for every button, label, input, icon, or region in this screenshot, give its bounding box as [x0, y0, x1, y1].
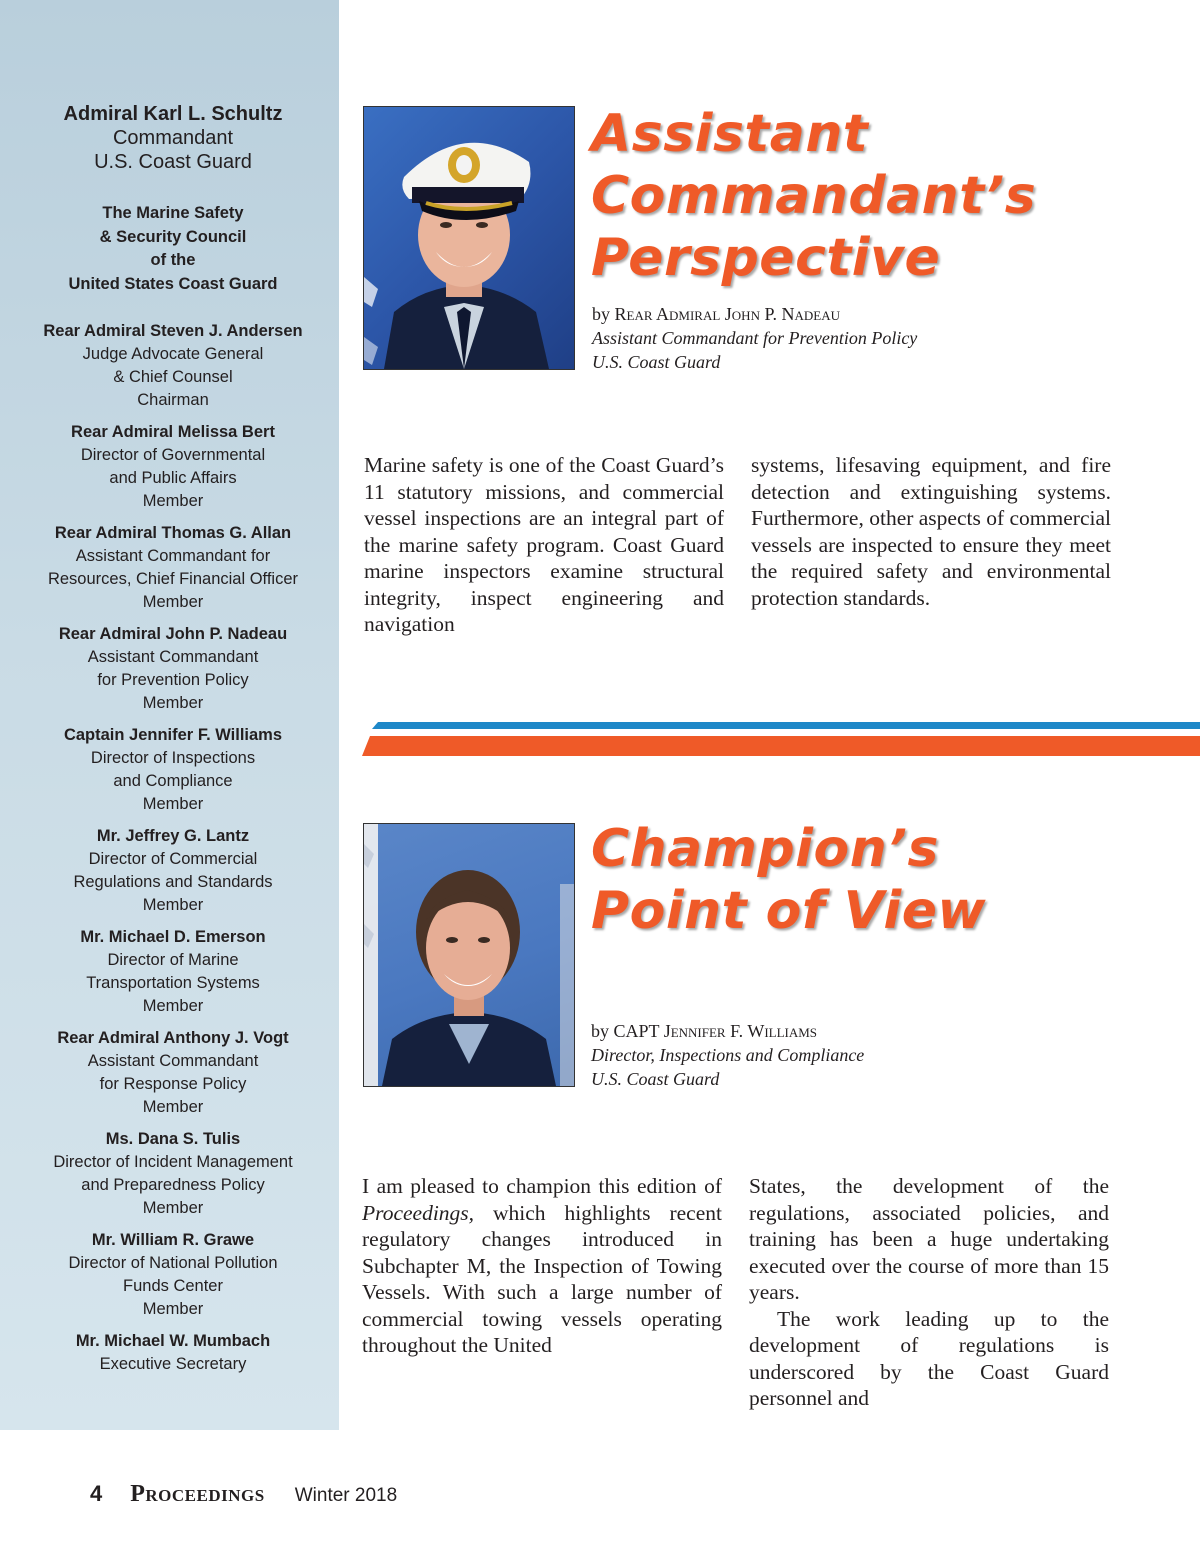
- council-member: [0, 320, 346, 412]
- article1-heading-line: Assistant: [591, 104, 869, 164]
- member-name: Mr. Jeffrey G. Lantz: [96, 827, 250, 845]
- article2-column-2: [749, 1173, 1109, 1412]
- commandant-title: Commandant: [112, 127, 234, 149]
- article2-paragraph: [362, 1173, 722, 1359]
- member-role-line: Director of Inspections: [90, 749, 256, 767]
- member-name: Rear Admiral Anthony J. Vogt: [57, 1029, 289, 1047]
- member-role-line: Director of National Pollution: [68, 1254, 278, 1272]
- council-member: [0, 1229, 346, 1321]
- commandant-name: Admiral Karl L. Schultz: [63, 103, 283, 125]
- member-role-line: Regulations and Standards: [73, 873, 273, 891]
- member-role-line: Resources, Chief Financial Officer: [47, 570, 299, 588]
- member-role-line: Assistant Commandant for: [75, 547, 271, 565]
- article1-author-org: U.S. Coast Guard: [592, 352, 721, 372]
- council-title: [0, 202, 346, 296]
- page-footer: [90, 1480, 397, 1510]
- member-role-line: for Prevention Policy: [97, 671, 249, 689]
- article1-column-2: [751, 452, 1111, 611]
- article2-author: Jennifer F. Williams: [663, 1021, 818, 1041]
- page-number: 4: [90, 1481, 103, 1506]
- member-role-line: Executive Secretary: [99, 1355, 247, 1373]
- member-role-line: Director of Commercial: [88, 850, 258, 868]
- article1-heading: [591, 103, 1036, 289]
- member-name: Mr. William R. Grawe: [91, 1231, 255, 1249]
- member-role-line: and Public Affairs: [109, 469, 237, 487]
- article2-byline: [591, 1019, 864, 1091]
- council-member-list: [0, 320, 346, 1385]
- council-line: & Security Council: [99, 227, 247, 246]
- council-member: [0, 825, 346, 917]
- byline-prefix: by: [592, 304, 615, 324]
- member-role-line: Assistant Commandant: [87, 1052, 259, 1070]
- council-line: The Marine Safety: [102, 204, 244, 222]
- council-member: [0, 724, 346, 816]
- member-role-line: Member: [142, 997, 204, 1015]
- issue-date: Winter 2018: [294, 1485, 398, 1506]
- blue-stripe: [372, 722, 1200, 729]
- commandant-block: [0, 102, 346, 174]
- member-role-line: Director of Governmental: [80, 446, 266, 464]
- article2-author-org: U.S. Coast Guard: [591, 1069, 720, 1089]
- magazine-name: Proceedings: [130, 1481, 265, 1507]
- article2-heading-line: Point of View: [591, 881, 987, 941]
- member-role-line: & Chief Counsel: [113, 368, 233, 386]
- member-name: Rear Admiral Thomas G. Allan: [54, 524, 292, 542]
- orange-stripe: [362, 736, 1200, 756]
- member-name: Mr. Michael W. Mumbach: [75, 1332, 271, 1350]
- article1-heading-line: Commandant’s: [591, 166, 1037, 226]
- byline-prefix: by CAPT: [591, 1021, 664, 1041]
- article2-paragraph: States, the development of the regulations, associated policies, and training has been a huge undertaking executed over the course of more than 15 years.: [749, 1174, 1109, 1304]
- member-role-line: Member: [142, 1199, 204, 1217]
- council-line: United States Coast Guard: [68, 274, 278, 293]
- council-member: [0, 421, 346, 513]
- article2-paragraph: The work leading up to the development of regulations is underscored by the Coast Guard personnel and: [749, 1306, 1109, 1410]
- article1-column-1: [364, 452, 724, 638]
- member-role-line: Member: [142, 795, 204, 813]
- member-role-line: Assistant Commandant: [87, 648, 259, 666]
- member-role-line: Member: [142, 896, 204, 914]
- member-role-line: Member: [142, 492, 204, 510]
- article2-author-role: Director, Inspections and Compliance: [591, 1045, 865, 1065]
- portrait-rear-admiral-nadeau: [363, 106, 575, 370]
- article1-byline: [592, 302, 917, 374]
- council-member: [0, 1128, 346, 1220]
- council-member: [0, 1027, 346, 1119]
- member-name: Ms. Dana S. Tulis: [105, 1130, 241, 1148]
- member-role-line: Member: [142, 1300, 204, 1318]
- article2-heading-line: Champion’s: [591, 819, 939, 879]
- member-role-line: Member: [142, 593, 204, 611]
- section-divider-stripes: [360, 722, 1200, 758]
- member-name: Mr. Michael D. Emerson: [80, 928, 266, 946]
- article1-author-role: Assistant Commandant for Prevention Policy: [592, 328, 918, 348]
- member-role-line: Funds Center: [123, 1277, 223, 1295]
- article1-author: Rear Admiral John P. Nadeau: [614, 304, 840, 324]
- article1-heading-line: Perspective: [591, 228, 941, 288]
- article2-heading: [591, 818, 986, 942]
- member-role-line: and Compliance: [113, 772, 233, 790]
- text-run: I am pleased to champion this edition of: [362, 1174, 722, 1198]
- member-role-line: Member: [142, 694, 204, 712]
- member-name: Rear Admiral Melissa Bert: [71, 423, 275, 441]
- member-role-line: Chairman: [137, 391, 209, 409]
- member-role-line: Transportation Systems: [86, 974, 260, 992]
- member-role-line: Director of Marine: [107, 951, 239, 969]
- council-member: [0, 522, 346, 614]
- commandant-org: U.S. Coast Guard: [94, 151, 252, 173]
- member-role-line: Member: [142, 1098, 204, 1116]
- council-member: [0, 623, 346, 715]
- article2-column-1: [362, 1173, 722, 1359]
- member-role-line: and Preparedness Policy: [81, 1176, 265, 1194]
- member-name: Rear Admiral Steven J. Andersen: [43, 322, 303, 340]
- council-line: of the: [150, 251, 196, 269]
- council-member: [0, 926, 346, 1018]
- member-role-line: Judge Advocate General: [82, 345, 264, 363]
- article1-paragraph: Marine safety is one of the Coast Guard’s 11 statutory missions, and commercial vessel inspections are an integral part of the marine safety program. Coast Guard marine inspectors examine structural integrity, inspect engineering and navigation: [364, 453, 724, 636]
- article1-paragraph: systems, lifesaving equipment, and fire detection and extinguishing systems. Furthermore, other aspects of commercial vessels are inspected to ensure they meet the required safety and environmental protection standards.: [751, 453, 1111, 610]
- member-name: Rear Admiral John P. Nadeau: [58, 625, 288, 643]
- member-name: Captain Jennifer F. Williams: [63, 726, 283, 744]
- magazine-title-italic: Proceedings,: [362, 1200, 475, 1225]
- member-role-line: Director of Incident Management: [53, 1153, 293, 1171]
- council-member: [0, 1330, 346, 1376]
- text-run: which highlights recent regulatory changes introduced in Subchapter M, the Inspection of Towing Vessels. With such a large number of commercial towing vessels operating throughout the United: [362, 1200, 722, 1357]
- portrait-captain-williams: [363, 823, 575, 1087]
- member-role-line: for Response Policy: [99, 1075, 247, 1093]
